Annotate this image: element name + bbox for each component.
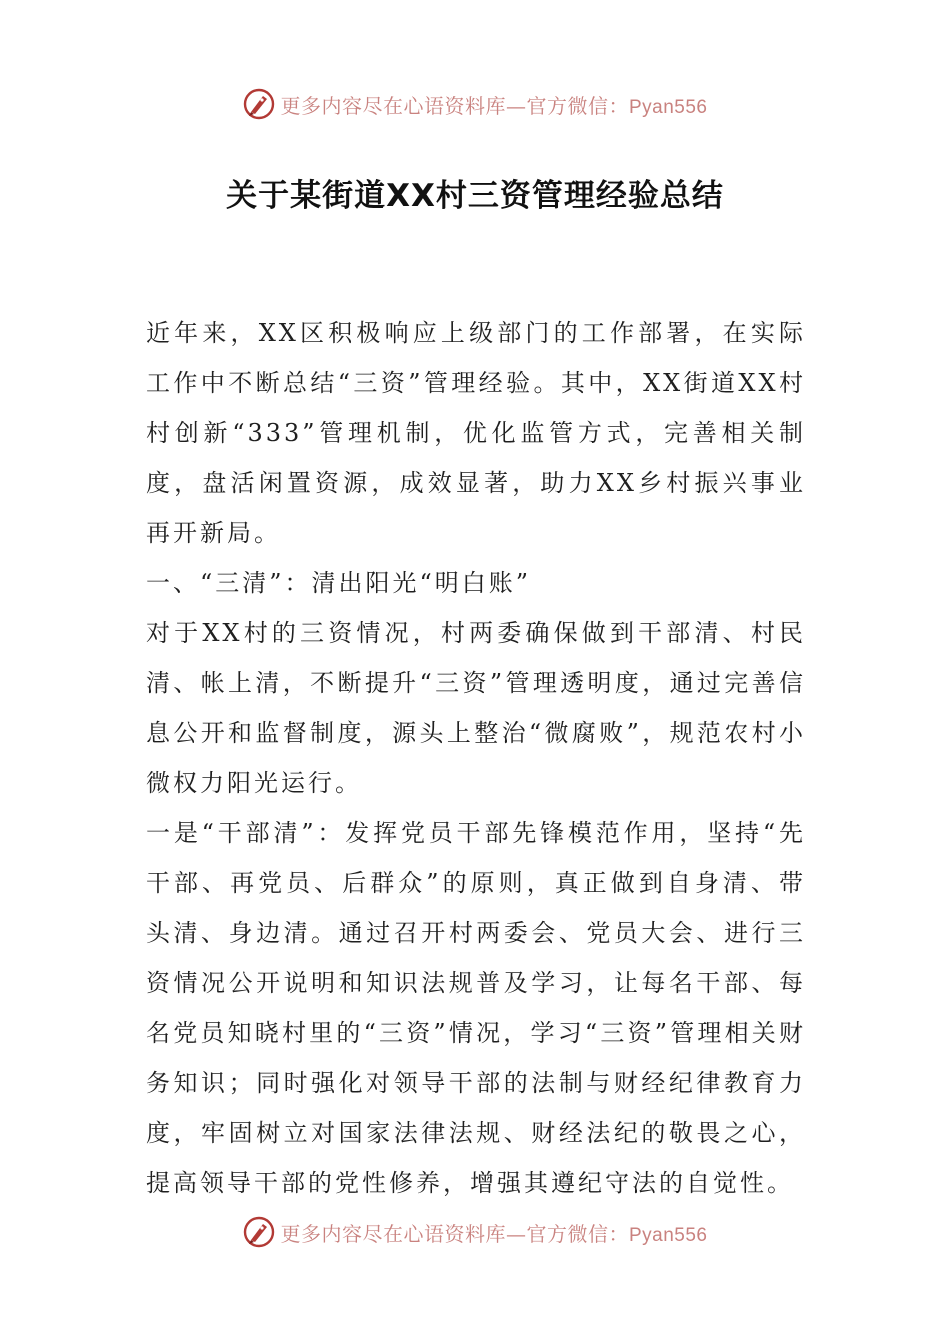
document-body bbox=[146, 308, 806, 1208]
footer-watermark bbox=[0, 1212, 950, 1252]
watermark-text: 更多内容尽在心语资料库—官方微信：Pyan556 bbox=[280, 1221, 708, 1246]
document-title: 关于某街道XX村三资管理经验总结 bbox=[226, 178, 724, 214]
watermark-text: 更多内容尽在心语资料库—官方微信：Pyan556 bbox=[280, 93, 708, 118]
pen-nib-icon bbox=[242, 87, 276, 121]
section-heading: 一、“三清”：清出阳光“明白账” bbox=[146, 569, 532, 597]
paragraph-cadre: 一是“干部清”：发挥党员干部先锋模范作用，坚持“先干部、再党员、后群众”的原则，真正做到自身清、带头清、身边清。通过召开村两委会、党员大会、进行三资情况公开说明和知识法规普及学习，让每名干部、每名党员知晓村里的“三资”情况，学习“三资”管理相关财务知识；同时强化对领导干部的法制与财经纪律教育力度，牢固树立对国家法律法规、财经法纪的敬畏之心，提高领导干部的党性修养，增强其遵纪守法的自觉性。 bbox=[146, 819, 806, 1197]
header-watermark bbox=[0, 84, 950, 124]
pen-nib-icon bbox=[242, 1215, 276, 1249]
watermark-wechat-id: Pyan556 bbox=[628, 1224, 708, 1246]
paragraph-intro: 近年来，XX区积极响应上级部门的工作部署，在实际工作中不断总结“三资”管理经验。其中，XX街道XX村村创新“333”管理机制，优化监管方式，完善相关制度，盘活闲置资源，成效显著，助力XX乡村振兴事业再开新局。 bbox=[146, 319, 806, 547]
watermark-wechat-id: Pyan556 bbox=[628, 96, 708, 118]
paragraph-overview: 对于XX村的三资情况，村两委确保做到干部清、村民清、帐上清，不断提升“三资”管理透明度，通过完善信息公开和监督制度，源头上整治“微腐败”，规范农村小微权力阳光运行。 bbox=[146, 619, 806, 797]
